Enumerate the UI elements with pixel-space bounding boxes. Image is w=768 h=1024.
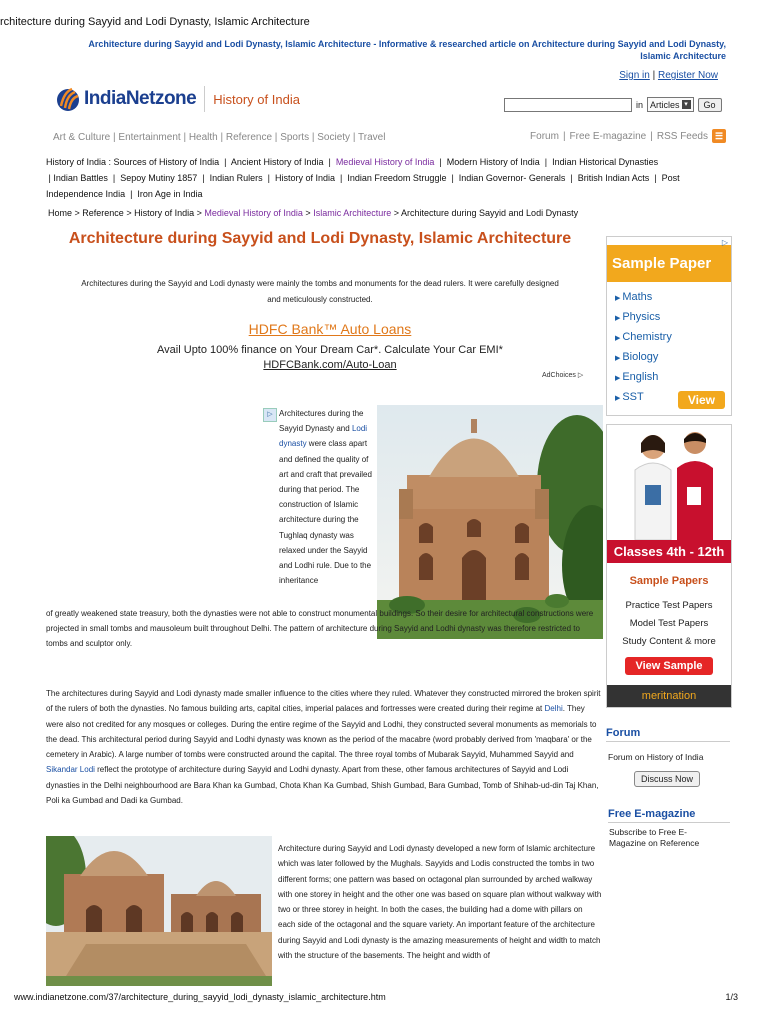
subnav-item[interactable]: Indian Freedom Struggle — [347, 173, 447, 183]
sikandar-lodi-link[interactable]: Sikandar Lodi — [46, 765, 95, 775]
para-text: Architectures during the Sayyid Dynasty and — [279, 409, 364, 434]
students-illustration — [607, 425, 731, 540]
subnav-item[interactable]: Indian Governor- Generals — [458, 173, 566, 183]
classes-banner: Classes 4th - 12th — [607, 540, 731, 563]
subject-list — [615, 288, 731, 408]
hdfc-ad-line: Avail Upto 100% finance on Your Dream Car*. Calculate Your Car EMI* — [157, 344, 503, 356]
hdfc-ad — [0, 343, 660, 373]
subject-item[interactable]: ▶ Chemistry — [615, 328, 731, 348]
para-text: reflect the prototype of architecture during Sayyid and Lodhi dynasty. Apart from these, other famous architectures of Sayyid and Lodi dynasties in the Delhi neighbourhood are Bara Khan ka Gumbad, Chota Khan Ka Gumbad, Shish Gumbad, Bara Gumbad, Tomb of Shihab-ud-din Taj Khan, Poli ka Gumbad and Dadi ka Gumbad. — [46, 765, 599, 806]
adchoices-link[interactable] — [542, 371, 583, 379]
forum-heading: Forum — [606, 727, 730, 742]
delhi-link[interactable]: Delhi — [544, 704, 563, 714]
meritnation-item: Model Test Papers — [629, 618, 709, 629]
logo-divider — [204, 86, 205, 112]
forum-link[interactable]: Forum — [530, 130, 559, 142]
sample-paper-ad[interactable] — [606, 236, 732, 416]
hdfc-ad-title[interactable]: HDFC Bank™ Auto Loans — [248, 321, 412, 337]
sample-paper-view-button[interactable]: View — [678, 391, 725, 409]
rss-icon[interactable]: ☰ — [712, 129, 726, 143]
breadcrumb-item[interactable]: Medieval History of India — [204, 208, 303, 218]
section-title[interactable]: History of India — [213, 91, 300, 107]
ad-marker-icon[interactable]: ▷ — [721, 238, 728, 247]
nav-item[interactable]: Travel — [358, 132, 386, 143]
footer-url: www.indianetzone.com/37/architecture_during_sayyid_lodi_dynasty_islamic_architecture.htm — [14, 992, 386, 1002]
subnav-item[interactable]: Ancient History of India — [230, 157, 324, 167]
breadcrumb-item[interactable]: Home — [48, 208, 73, 218]
article-para-2 — [46, 686, 602, 808]
meritnation-item: Study Content & more — [622, 636, 716, 647]
page-title: Architecture during Sayyid and Lodi Dynasty, Islamic Architecture — [68, 230, 572, 247]
footer-page-number: 1/3 — [725, 992, 738, 1002]
tomb-photo — [377, 405, 603, 639]
indianetzone-logo-icon — [56, 86, 80, 112]
emagazine-link[interactable]: Free E-magazine — [569, 130, 647, 142]
nav-item[interactable]: Reference — [225, 132, 273, 143]
search-scope-select[interactable] — [647, 97, 694, 112]
article-para-3: Architecture during Sayyid and Lodi dynasty developed a new form of Islamic architecture which was later followed by the Mughals. Sayyids and Lodis constructed the tombs in two different forms; one pattern was based on octagonal plan surrounded by arched walkway with one storey in height and the other one was based on square plan without walkway with two or three storey in height. In both the cases, the building had a dome with pillars on each side of the octagonal and the square variety. An important feature of the architecture during Sayyid and Lodi dynasty is the amazing measurements of height and width to match with the structure of the basements. The height and width of — [278, 844, 602, 961]
breadcrumb: Home > Reference > History of India > Medieval History of India > Islamic Architecture > Architecture during Sayyid and Lodi Dynasty — [48, 208, 579, 218]
subnav-item[interactable]: History of India : Sources of History of India — [46, 157, 220, 167]
search-go-button[interactable]: Go — [698, 98, 722, 112]
subnav-item[interactable]: Post Independence India — [46, 173, 680, 199]
breadcrumb-item[interactable]: Reference — [82, 208, 124, 218]
sign-in-link[interactable]: Sign in — [619, 70, 650, 81]
meritnation-items — [607, 597, 731, 651]
logo-brand: IndiaNetzone — [84, 88, 197, 109]
discuss-now-button[interactable]: Discuss Now — [634, 771, 700, 787]
rss-link[interactable]: RSS Feeds — [656, 130, 708, 142]
search-in-label: in — [636, 99, 644, 110]
lodi-dynasty-link[interactable]: Lodi dynasty — [279, 424, 368, 449]
subnav-item[interactable]: Modern History of India — [446, 157, 540, 167]
chevron-down-icon: ▾ — [682, 100, 691, 109]
subnav-item-active[interactable]: Medieval History of India — [335, 157, 435, 167]
subnav-item[interactable]: Iron Age in India — [137, 189, 203, 199]
nav-item[interactable]: Art & Culture — [53, 132, 111, 143]
search-input[interactable] — [504, 98, 632, 112]
nav-item[interactable]: Society — [317, 132, 351, 143]
breadcrumb-item[interactable]: History of India — [134, 208, 195, 218]
article-intro: Architectures during the Sayyid and Lodi dynasty were mainly the tombs and monuments for the dead rulers. It were carefully designed and meticulously constructed. — [81, 279, 559, 304]
adchoices-label: AdChoices — [542, 372, 576, 379]
subnav-item[interactable]: Indian Historical Dynasties — [552, 157, 659, 167]
search-scope-value: Articles — [650, 99, 680, 110]
browser-title: rchitecture during Sayyid and Lodi Dynasty, Islamic Architecture — [0, 16, 310, 28]
article-para-1-left — [279, 406, 377, 588]
header-tagline: Architecture during Sayyid and Lodi Dynasty, Islamic Architecture - Informative & researched article on Architecture during Sayyid and Lodi Dynasty, Islamic Architecture — [88, 39, 726, 61]
subnav-item[interactable]: British Indian Acts — [577, 173, 650, 183]
subnav-item[interactable]: History of India — [275, 173, 336, 183]
hdfc-ad-url[interactable]: HDFCBank.com/Auto-Loan — [263, 359, 397, 371]
forum-text: Forum on History of India — [608, 752, 704, 762]
main-nav: Art & Culture | Entertainment | Health | Reference | Sports | Society | Travel — [53, 132, 386, 143]
para-text: The architectures during Sayyid and Lodi dynasty made smaller influence to the cities where they ruled. Whatever they constructed mirrored the broken spirit of the rulers of both the dynasties. No famous building arts, capital cities, imperial palaces and fortresses were created during their regime at — [46, 689, 601, 714]
register-link[interactable]: Register Now — [657, 70, 718, 81]
subject-item[interactable]: ▶ English — [615, 368, 731, 388]
sample-paper-header: Sample Paper — [607, 245, 731, 282]
account-links: Sign in | Register Now — [619, 70, 718, 81]
emagazine-heading: Free E-magazine — [608, 808, 730, 823]
article-para-1: of greatly weakened state treasury, both the dynasties were not able to construct monumental buildings. So their desire for architectural constructions were projected in small tombs and mausoleum built throughout Delhi. The pattern of architecture during Sayyid and Lodhi dynasty was therefore restricted to tombs and sculptor only. — [46, 609, 594, 649]
right-nav: Forum | Free E-magazine | RSS Feeds ☰ — [530, 129, 726, 143]
meritnation-logo: meritnation — [607, 685, 731, 707]
nav-item[interactable]: Health — [188, 132, 218, 143]
gumbad-photo — [46, 836, 272, 986]
subnav-item[interactable]: Indian Battles — [53, 173, 108, 183]
meritnation-ad[interactable] — [606, 424, 732, 708]
emagazine-text: Subscribe to Free E-Magazine on Reference — [609, 827, 700, 848]
search-bar — [504, 97, 722, 112]
nav-item[interactable]: Sports — [280, 132, 310, 143]
subnav-item[interactable]: Sepoy Mutiny 1857 — [120, 173, 198, 183]
subject-item[interactable]: ▶ SST — [615, 388, 731, 408]
para-text: were class apart and defined the quality of art and craft that prevailed during that period. The construction of Islamic architecture during the Tughlaq dynasty was relaxed under the Sayyid and Lodhi rule. Due to the inheritance — [279, 439, 372, 586]
adchoices-icon: ▷ — [577, 372, 584, 379]
breadcrumb-current: Architecture during Sayyid and Lodi Dynasty — [400, 208, 579, 218]
site-logo[interactable] — [56, 86, 300, 112]
para-text: . They were also not credited for any mosques or colleges. During the entire regime of the Sayyid and Lodhi, they constructed several monuments as memorials to the dead. This architectural period during Sayyid and Lodhi dynasty was known as the period of the macabre (word probably derived from 'maqbara' or the cemetery in Arabic). A large number of tombs were constructed around the capital. The three royal tombs of Mubarak Sayyid, Muhammed Sayyid and — [46, 704, 597, 760]
subject-item[interactable]: ▶ Biology — [615, 348, 731, 368]
breadcrumb-item[interactable]: Islamic Architecture — [313, 208, 392, 218]
history-subnav: History of India : Sources of History of India | Ancient History of India | Medieval History of India | Modern History of India | Indian Historical Dynasties | Indian Battles | Sepoy Mutiny 1857 | Indian Rulers | History of India | Indian Freedom Struggle | Indian Governor- Generals | British Indian Acts | Post Independence India | Iron Age in India — [46, 157, 680, 199]
view-sample-button[interactable]: View Sample — [625, 657, 713, 675]
sample-papers-heading: Sample Papers — [629, 575, 709, 587]
subject-item[interactable]: ▶ Maths — [615, 288, 731, 308]
subnav-item[interactable]: Indian Rulers — [209, 173, 263, 183]
subject-item[interactable]: ▶ Physics — [615, 308, 731, 328]
ad-marker-icon[interactable]: ▷ — [263, 408, 277, 422]
nav-item[interactable]: Entertainment — [118, 132, 181, 143]
meritnation-item: Practice Test Papers — [625, 600, 713, 611]
